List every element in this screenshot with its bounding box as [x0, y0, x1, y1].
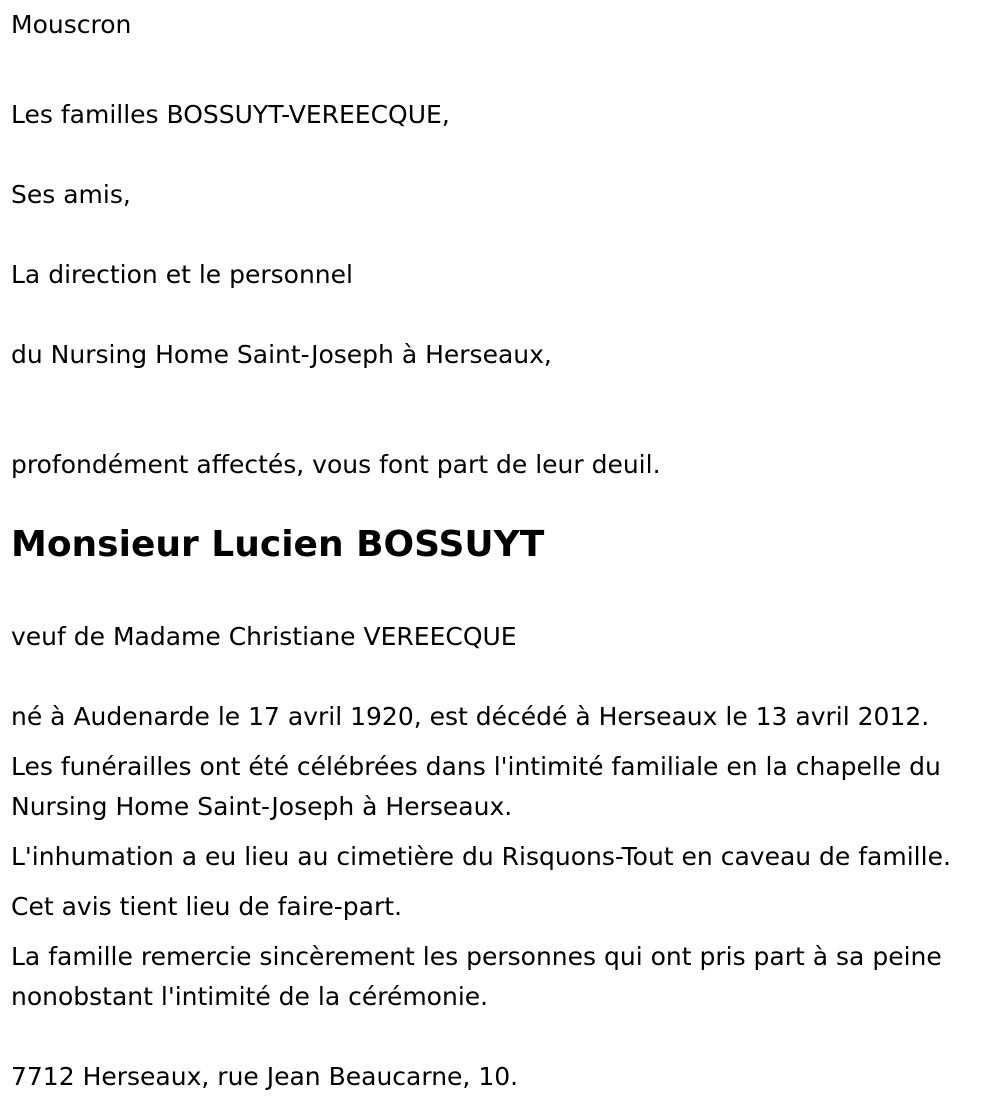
families-line-4: du Nursing Home Saint-Joseph à Herseaux,: [11, 340, 552, 369]
burial-text: L'inhumation a eu lieu au cimetière du Risquons-Tout en caveau de famille.: [11, 842, 951, 871]
location: Mouscron: [11, 10, 132, 39]
funeral-text: Les funérailles ont été célébrées dans l'intimité familiale en la chapelle du Nursing Home Saint-Joseph à Herseaux.: [11, 752, 941, 821]
families-line-1: Les familles BOSSUYT-VEREECQUE,: [11, 100, 450, 129]
address: 7712 Herseaux, rue Jean Beaucarne, 10.: [11, 1062, 519, 1091]
thanks-text: La famille remercie sincèrement les personnes qui ont pris part à sa peine nonobstant l'intimité de la cérémonie.: [11, 942, 942, 1011]
families-block: [11, 55, 1000, 415]
families-line-2: Ses amis,: [11, 180, 131, 209]
announcement: profondément affectés, vous font part de leur deuil.: [11, 450, 661, 479]
deceased-name: Monsieur Lucien BOSSUYT: [11, 524, 545, 565]
notice-text: Cet avis tient lieu de faire-part.: [11, 892, 403, 921]
families-line-3: La direction et le personnel: [11, 260, 353, 289]
widower-of: veuf de Madame Christiane VEREECQUE: [11, 622, 517, 651]
birth-death: né à Audenarde le 17 avril 1920, est décédé à Herseaux le 13 avril 2012.: [11, 702, 930, 731]
